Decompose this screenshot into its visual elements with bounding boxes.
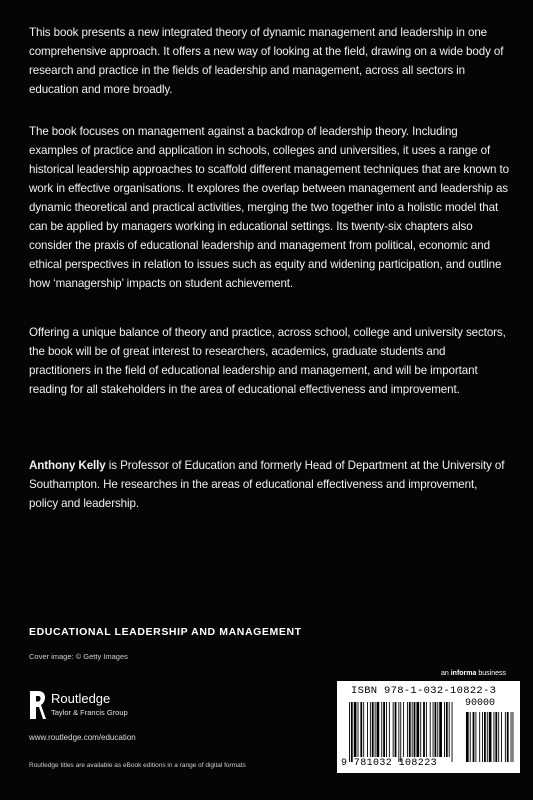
informa-name: informa: [450, 670, 477, 677]
ebook-note: Routledge titles are available as eBook editions in a range of digital formats: [29, 762, 246, 769]
routledge-logo-icon: [27, 689, 47, 721]
barcode-addon: 90000: [465, 698, 496, 709]
publisher-website[interactable]: www.routledge.com/education: [29, 733, 136, 742]
publisher-name: Routledge: [51, 691, 111, 706]
informa-tagline: an informa business: [441, 670, 506, 677]
barcode-ean: 9 781032 108223: [341, 758, 438, 769]
description-paragraph-2: The book focuses on management against a backdrop of leadership theory. Including examples of practice and application in schools, colleges and universities, it uses a range of historical leadership approaches to scaffold different management techniques that are known to work in effective organisations. It explores the overlap between management and leadership as dynamic theoretical and practical activities, merging the two together into a holistic model that can be applied by managers working in educational settings. Its twenty-six chapters also consider the praxis of educational leadership and management from political, economic and ethical perspectives in relation to issues such as equity and widening participation, and outline how ‘managership’ impacts on student achievement.: [29, 125, 509, 290]
description-paragraph-1: This book presents a new integrated theory of dynamic management and leadership in one comprehensive approach. It offers a new way of looking at the field, drawing on a wide body of research and practice in the fields of leadership and management, across all sectors in education and more broadly.: [29, 26, 504, 96]
author-bio: [29, 456, 509, 513]
isbn-text: ISBN 978-1-032-10822-3: [351, 685, 497, 697]
publisher-logo: [27, 689, 177, 723]
description-paragraph-3: Offering a unique balance of theory and practice, across school, college and university sectors, the book will be of great interest to researchers, academics, graduate students and practitioners in the field of educational leadership and management, and will be important reading for all stakeholders in the area of educational effectiveness and improvement.: [29, 326, 506, 396]
publisher-group: Taylor & Francis Group: [51, 708, 128, 717]
author-name: Anthony Kelly: [29, 459, 106, 472]
barcode: [337, 681, 520, 773]
series-title: EDUCATIONAL LEADERSHIP AND MANAGEMENT: [29, 626, 302, 638]
cover-credit: Cover image: © Getty Images: [29, 652, 128, 661]
author-bio-text: is Professor of Education and formerly Head of Department at the University of Southampton. He researches in the areas of educational effectiveness and improvement, policy and leadership.: [29, 459, 505, 510]
